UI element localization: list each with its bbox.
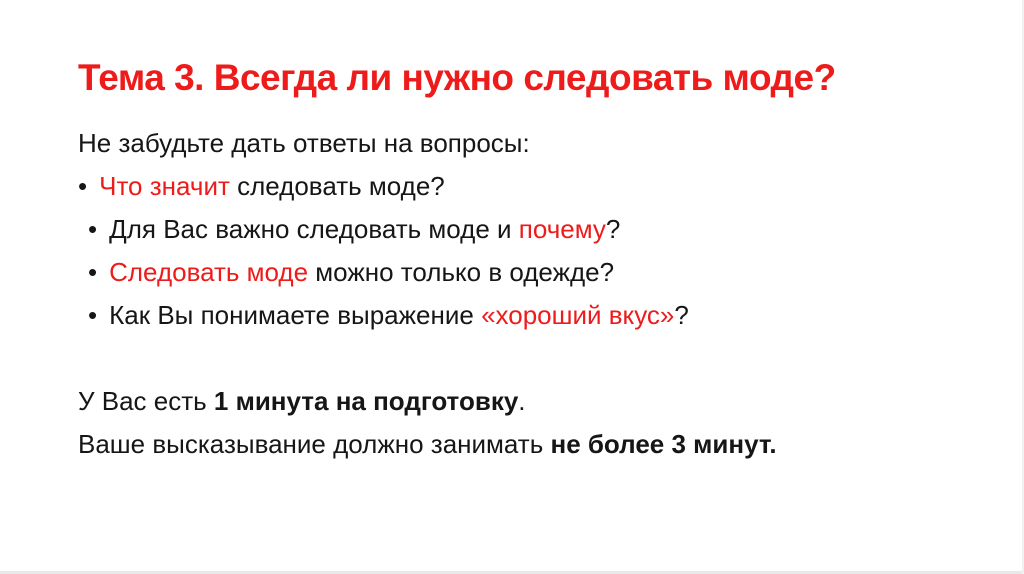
text-segment: У Вас есть bbox=[78, 386, 214, 416]
bullet-marker: • bbox=[78, 171, 88, 201]
text-segment: Следовать моде bbox=[109, 257, 309, 287]
slide-body bbox=[78, 122, 984, 466]
bullet-item bbox=[78, 165, 984, 208]
text-segment: 1 минута на подготовку bbox=[213, 386, 519, 416]
text-segment: можно только в одежде? bbox=[308, 257, 615, 287]
text-segment: . bbox=[518, 386, 526, 416]
timing-notes bbox=[78, 380, 984, 466]
text-segment: Что значит bbox=[99, 171, 230, 201]
bullet-marker: • bbox=[88, 214, 98, 244]
bullet-marker: • bbox=[88, 257, 98, 287]
slide-title: Тема 3. Всегда ли нужно следовать моде? bbox=[78, 57, 836, 98]
note-line bbox=[78, 380, 984, 423]
text-segment: Как Вы понимаете выражение bbox=[109, 300, 482, 330]
bullet-item bbox=[78, 251, 984, 294]
lead-line: Не забудьте дать ответы на вопросы: bbox=[78, 128, 530, 158]
note-line bbox=[78, 423, 984, 466]
bullet-item bbox=[78, 294, 984, 337]
question-bullet-list bbox=[78, 165, 984, 337]
bullet-marker: • bbox=[88, 300, 98, 330]
text-segment: следовать моде? bbox=[229, 171, 445, 201]
text-segment: ? bbox=[605, 214, 621, 244]
text-segment: почему bbox=[518, 214, 606, 244]
text-segment: Для Вас важно следовать моде и bbox=[109, 214, 519, 244]
bullet-item bbox=[78, 208, 984, 251]
text-segment: не более 3 минут. bbox=[550, 429, 777, 459]
text-segment: Ваше высказывание должно занимать bbox=[78, 429, 551, 459]
text-segment: «хороший вкус» bbox=[481, 300, 675, 330]
text-segment: ? bbox=[674, 300, 689, 330]
